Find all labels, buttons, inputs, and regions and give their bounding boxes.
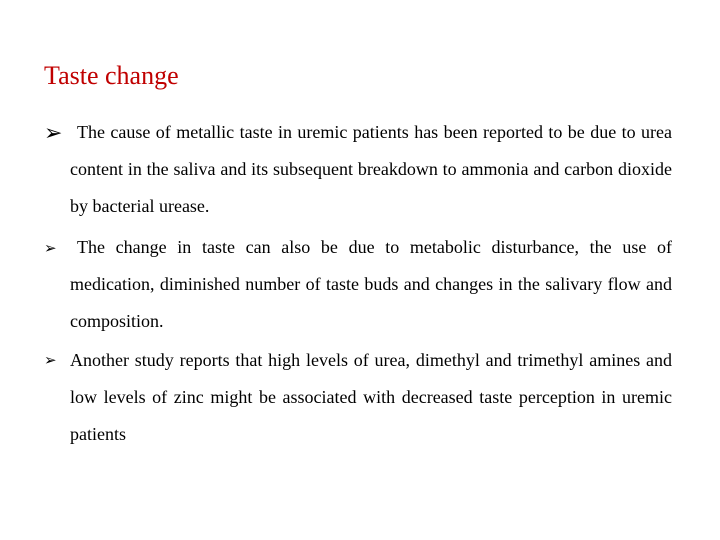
- bullet-text: The cause of metallic taste in uremic patients has been reported to be due to urea content in the saliva and its subsequent breakdown to ammonia and carbon dioxide by bacterial urease.: [70, 122, 672, 216]
- bullet-item: [44, 114, 672, 225]
- slide-title: Taste change: [44, 61, 179, 90]
- arrowhead-bullet-icon: ➢: [44, 353, 57, 369]
- bullet-item: [44, 229, 672, 340]
- arrowhead-bullet-icon: ➢: [44, 241, 57, 257]
- arrowhead-bullet-icon: ➢: [44, 120, 63, 145]
- bullet-text: The change in taste can also be due to metabolic disturbance, the use of medication, diminished number of taste buds and changes in the salivary flow and composition.: [70, 237, 672, 331]
- bullet-item: [44, 342, 672, 453]
- bullet-text: Another study reports that high levels of urea, dimethyl and trimethyl amines and low levels of zinc might be associated with decreased taste perception in uremic patients: [70, 350, 672, 444]
